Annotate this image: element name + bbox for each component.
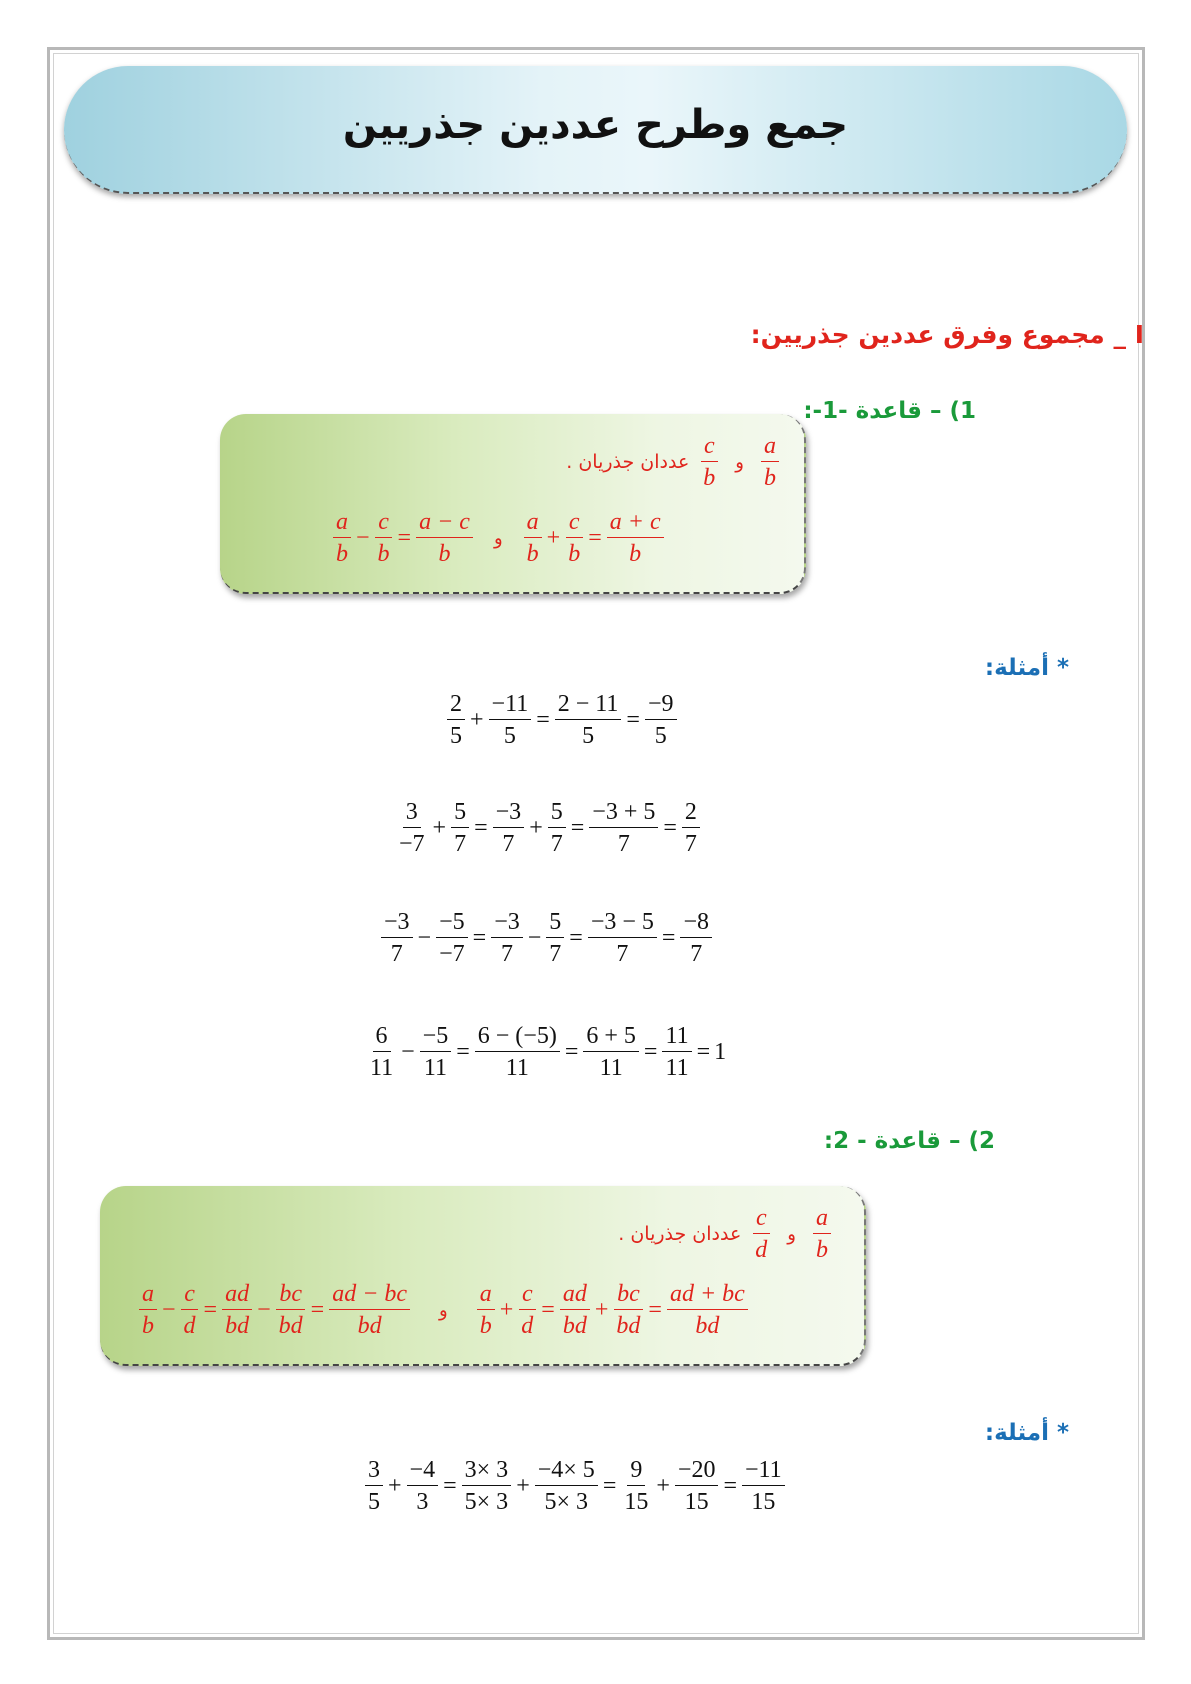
fraction-numerator: ad — [222, 1282, 252, 1310]
rule-1-heading: 1) – قاعدة -1-: — [803, 398, 976, 424]
fraction — [535, 1458, 598, 1514]
operator: = — [443, 1473, 457, 1499]
fraction-denominator: 11 — [370, 1055, 394, 1081]
fraction-denominator: b — [526, 541, 539, 567]
fraction — [621, 1458, 651, 1514]
operator: = — [474, 815, 488, 841]
fraction-denominator: 7 — [500, 941, 513, 967]
fraction — [181, 1282, 199, 1338]
fraction-numerator: 2 — [682, 800, 700, 828]
fraction — [524, 510, 542, 566]
fraction-numerator: −4 — [407, 1458, 439, 1486]
operator: = — [643, 1039, 658, 1065]
given-fraction: $\frac{a}{b}$ — [813, 1206, 831, 1262]
fraction-denominator: 5 — [654, 723, 667, 749]
fraction-denominator: 15 — [624, 1489, 649, 1515]
fraction — [588, 910, 657, 966]
operator: = — [203, 1297, 218, 1323]
example-equation-5 — [362, 1458, 788, 1514]
fraction-numerator: −5 — [420, 1024, 452, 1052]
fraction-denominator: 5 — [368, 1489, 380, 1515]
fraction-denominator: b — [142, 1313, 154, 1339]
fraction — [565, 510, 583, 566]
fraction-denominator: 7 — [616, 941, 629, 967]
given-fraction: $\frac{c}{d}$ — [752, 1206, 770, 1262]
operator: − — [417, 925, 432, 951]
fraction — [477, 1282, 495, 1338]
operator: = — [661, 925, 676, 951]
fraction-numerator: ad − bc — [329, 1282, 410, 1310]
fraction-numerator: −11 — [742, 1458, 785, 1486]
and-label: و — [735, 451, 744, 473]
fraction-denominator: 11 — [665, 1055, 689, 1081]
operator: = — [648, 1297, 662, 1323]
fraction-denominator: bd — [562, 1313, 587, 1339]
fraction-denominator: b — [479, 1313, 492, 1339]
fraction-numerator: bc — [276, 1282, 305, 1310]
fraction-numerator: −4× 5 — [535, 1458, 598, 1486]
rule-1-sum-formula — [521, 510, 667, 566]
operator: = — [456, 1039, 470, 1065]
fraction-denominator: 11 — [599, 1055, 623, 1081]
operator: + — [546, 525, 561, 551]
fraction-numerator: 6 — [373, 1024, 391, 1052]
fraction-numerator: −3 − 5 — [588, 910, 657, 938]
operator: + — [656, 1473, 670, 1499]
fraction-denominator: 5 — [450, 723, 462, 749]
fraction — [546, 910, 564, 966]
fraction-denominator: 11 — [423, 1055, 447, 1081]
rule-1-given — [566, 434, 782, 490]
operator: = — [602, 1473, 617, 1499]
operator: = — [569, 925, 583, 951]
operator: = — [626, 707, 640, 733]
fraction-denominator: d — [521, 1313, 534, 1339]
fraction — [367, 1024, 396, 1080]
and-label: و — [493, 527, 503, 549]
fraction-denominator: 7 — [684, 831, 697, 857]
fraction-numerator: 3× 3 — [462, 1458, 512, 1486]
fraction-denominator: 11 — [505, 1055, 529, 1081]
fraction-denominator: 7 — [617, 831, 630, 857]
example-equation-2 — [393, 800, 703, 856]
fraction — [742, 1458, 785, 1514]
fraction-numerator: −5 — [436, 910, 468, 938]
fraction-numerator: c — [566, 510, 583, 538]
fraction-denominator: −7 — [399, 831, 425, 857]
operator: = — [588, 525, 602, 551]
fraction-numerator: −8 — [680, 910, 712, 938]
fraction-denominator: b — [336, 541, 348, 567]
fraction-denominator: 7 — [550, 831, 563, 857]
operator: = — [663, 815, 677, 841]
fraction-numerator: −3 — [381, 910, 413, 938]
fraction — [675, 1458, 719, 1514]
fraction — [447, 692, 465, 748]
example-equation-1 — [444, 692, 680, 748]
given-fraction: $\frac{a}{b}$ — [761, 434, 779, 490]
rule-2-given — [618, 1206, 834, 1262]
fraction-numerator: a + c — [607, 510, 664, 538]
fraction-denominator: 7 — [390, 941, 403, 967]
rule-2-heading: 2) – قاعدة - 2: — [823, 1128, 995, 1154]
operator: = — [564, 1039, 579, 1065]
examples-2-heading: * أمثلة: — [984, 1420, 1069, 1446]
fraction-numerator: −9 — [645, 692, 677, 720]
fraction-numerator: a − c — [416, 510, 473, 538]
operator: + — [388, 1473, 402, 1499]
fraction — [607, 510, 664, 566]
fraction-numerator: −20 — [675, 1458, 719, 1486]
fraction-numerator: 5 — [546, 910, 564, 938]
operator: = — [541, 1297, 555, 1323]
operator: − — [257, 1297, 271, 1323]
fraction — [493, 800, 525, 856]
fraction-denominator: 15 — [684, 1489, 709, 1515]
fraction — [420, 1024, 452, 1080]
page-title: جمع وطرح عددين جذريين — [342, 102, 849, 148]
fraction — [613, 1282, 643, 1338]
rule-2-box — [100, 1186, 866, 1366]
fraction-numerator: 11 — [662, 1024, 691, 1052]
fraction-numerator: a — [139, 1282, 157, 1310]
operator: − — [162, 1297, 176, 1323]
fraction-numerator: −3 — [493, 800, 525, 828]
fraction-numerator: c — [375, 510, 392, 538]
operator: = — [696, 1039, 711, 1065]
fraction-numerator: a — [477, 1282, 495, 1310]
fraction-denominator: 5× 3 — [544, 1489, 589, 1515]
rule-2-formulas — [136, 1282, 751, 1338]
fraction-denominator: 7 — [690, 941, 703, 967]
and-label: و — [787, 1223, 796, 1245]
fraction-denominator: 5 — [503, 723, 516, 749]
fraction-denominator: 7 — [454, 831, 467, 857]
fraction-numerator: 3 — [403, 800, 421, 828]
example-equation-3 — [378, 910, 715, 966]
fraction-numerator: 6 + 5 — [583, 1024, 639, 1052]
fraction — [416, 510, 473, 566]
fraction-numerator: 5 — [451, 800, 469, 828]
fraction-denominator: 7 — [502, 831, 515, 857]
fraction — [489, 692, 532, 748]
fraction — [548, 800, 566, 856]
operator: − — [356, 525, 370, 551]
operator: − — [401, 1039, 415, 1065]
fraction-denominator: 5× 3 — [464, 1489, 509, 1515]
rule-2-sum-formula — [474, 1282, 751, 1338]
rule-1-statement: عددان جذريان . — [566, 451, 690, 473]
operator: = — [570, 815, 585, 841]
operator: 1 — [714, 1039, 727, 1065]
title-banner — [64, 66, 1127, 194]
operator: + — [594, 1297, 609, 1323]
fraction — [375, 510, 393, 566]
given-fraction: $\frac{c}{b}$ — [700, 434, 718, 490]
fraction-numerator: c — [181, 1282, 198, 1310]
fraction-denominator: −7 — [439, 941, 465, 967]
fraction — [555, 692, 622, 748]
fraction-denominator: b — [438, 541, 451, 567]
fraction-numerator: a — [524, 510, 542, 538]
fraction-numerator: 2 − 11 — [555, 692, 622, 720]
fraction-denominator: 15 — [751, 1489, 776, 1515]
fraction — [139, 1282, 157, 1338]
fraction-numerator: 5 — [548, 800, 566, 828]
fraction-numerator: −11 — [489, 692, 532, 720]
operator: = — [536, 707, 550, 733]
fraction — [462, 1458, 512, 1514]
fraction — [662, 1024, 691, 1080]
examples-1-heading: * أمثلة: — [984, 655, 1069, 681]
operator: + — [432, 815, 447, 841]
rule-2-difference-formula — [136, 1282, 413, 1338]
fraction — [560, 1282, 590, 1338]
fraction — [491, 910, 523, 966]
fraction — [276, 1282, 306, 1338]
fraction-numerator: bc — [614, 1282, 643, 1310]
fraction-numerator: 6 − (−5) — [475, 1024, 560, 1052]
rule-1-difference-formula — [330, 510, 476, 566]
fraction — [451, 800, 469, 856]
fraction-denominator: bd — [616, 1313, 641, 1339]
fraction-denominator: d — [183, 1313, 196, 1339]
fraction-denominator: 7 — [549, 941, 562, 967]
fraction-denominator: b — [377, 541, 390, 567]
fraction-numerator: −3 + 5 — [589, 800, 658, 828]
fraction-denominator: b — [568, 541, 581, 567]
fraction — [583, 1024, 639, 1080]
and-label: و — [439, 1299, 448, 1321]
fraction-numerator: a — [333, 510, 351, 538]
fraction — [682, 800, 700, 856]
operator: = — [723, 1473, 737, 1499]
fraction — [396, 800, 428, 856]
fraction-numerator: 2 — [447, 692, 465, 720]
fraction — [329, 1282, 410, 1338]
fraction-numerator: ad — [560, 1282, 590, 1310]
operator: + — [529, 815, 543, 841]
fraction — [436, 910, 468, 966]
fraction-numerator: −3 — [491, 910, 523, 938]
fraction-denominator: 3 — [416, 1489, 429, 1515]
example-equation-4 — [364, 1024, 728, 1080]
fraction — [680, 910, 712, 966]
fraction — [518, 1282, 536, 1338]
fraction-numerator: c — [519, 1282, 536, 1310]
operator: = — [310, 1297, 325, 1323]
fraction-numerator: ad + bc — [667, 1282, 748, 1310]
fraction-denominator: bd — [278, 1313, 303, 1339]
rule-1-box — [220, 414, 806, 594]
operator: + — [499, 1297, 514, 1323]
fraction-denominator: 5 — [582, 723, 595, 749]
operator: = — [397, 525, 412, 551]
operator: + — [516, 1473, 530, 1499]
fraction-denominator: bd — [695, 1313, 720, 1339]
fraction-denominator: b — [629, 541, 642, 567]
fraction — [589, 800, 658, 856]
fraction — [222, 1282, 252, 1338]
fraction-numerator: 3 — [365, 1458, 383, 1486]
fraction — [333, 510, 351, 566]
fraction — [365, 1458, 383, 1514]
fraction — [667, 1282, 748, 1338]
fraction-denominator: bd — [357, 1313, 382, 1339]
fraction-denominator: bd — [225, 1313, 250, 1339]
fraction — [407, 1458, 439, 1514]
operator: + — [470, 707, 484, 733]
section-heading: I _ مجموع وفرق عددين جذريين: — [750, 320, 1144, 349]
fraction-numerator: 9 — [627, 1458, 645, 1486]
fraction — [475, 1024, 560, 1080]
fraction — [381, 910, 413, 966]
fraction — [645, 692, 677, 748]
operator: = — [472, 925, 487, 951]
rule-2-statement: عددان جذريان . — [618, 1223, 742, 1245]
rule-1-formulas — [330, 510, 667, 566]
operator: − — [527, 925, 542, 951]
